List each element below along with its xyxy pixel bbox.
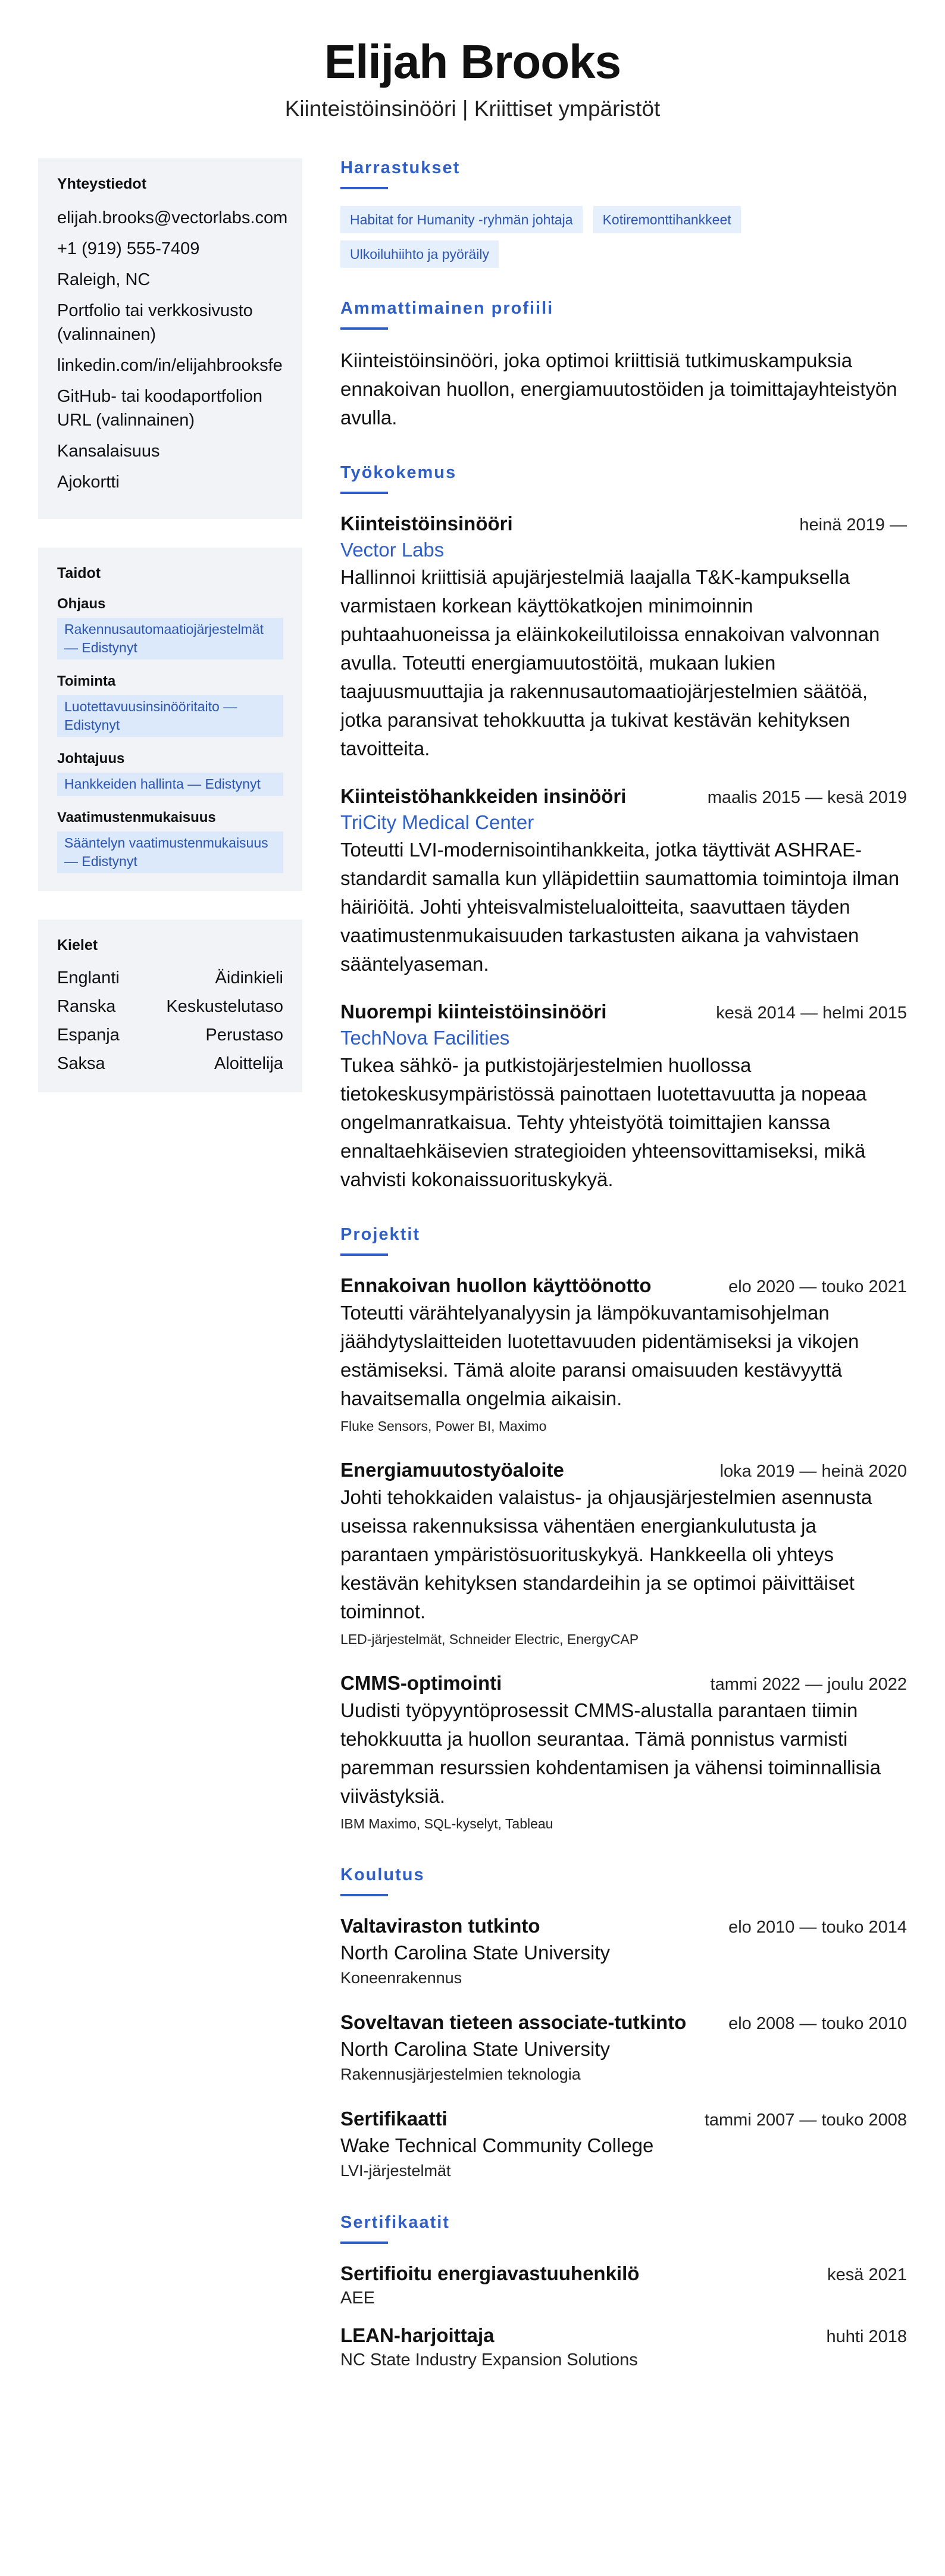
section-title: Ammattimainen profiili	[340, 299, 554, 318]
contact-panel	[38, 158, 302, 519]
language-level: Aloittelija	[214, 1054, 283, 1073]
contact-email[interactable]: elijah.brooks@vectorlabs.com	[57, 208, 288, 227]
project-title: Ennakoivan huollon käyttöönotto	[340, 1274, 652, 1296]
languages-title: Kielet	[57, 937, 98, 954]
certification-issuer: AEE	[340, 2289, 376, 2308]
job-date: maalis 2015 — kesä 2019	[707, 788, 907, 807]
certification-name: LEAN-harjoittaja	[340, 2324, 495, 2346]
language-row	[57, 1053, 283, 1074]
section-title: Harrastukset	[340, 158, 461, 177]
job-date: heinä 2019 —	[799, 515, 907, 534]
education-entry	[340, 2106, 907, 2182]
certification-issuer: NC State Industry Expansion Solutions	[340, 2350, 638, 2369]
profile-section	[340, 296, 907, 432]
language-name: Espanja	[57, 1026, 120, 1045]
contact-citizenship: Kansalaisuus	[57, 442, 160, 461]
degree-title: Soveltavan tieteen associate-tutkinto	[340, 2011, 687, 2033]
degree-date: elo 2010 — touko 2014	[728, 1918, 907, 1937]
certification-name: Sertifioitu energiavastuuhenkilö	[340, 2262, 640, 2284]
project-title: Energiamuutostyöaloite	[340, 1459, 564, 1481]
section-divider	[340, 327, 388, 330]
projects-section	[340, 1223, 907, 1834]
job-description: Hallinnoi kriittisiä apujärjestelmiä laajalla T&K-kampuksella varmistaen korkean käyttökatkojen minimoinnin puhtaahuoneissa ja eläinkokeilutiloissa ennakoivan valvonnan avulla. Toteutti energiamuutostöitä, mukaan lukien taajuusmuuttajia ja rakennusautomaatiojärjestelmien säätöä, jotka paransivat tehokkuutta ja tukivat kestävän kehityksen tavoitteita.	[340, 566, 880, 759]
certification-entry	[340, 2261, 907, 2309]
school-name: Wake Technical Community College	[340, 2134, 654, 2156]
hobby-tag: Ulkoiluhiihto ja pyöräily	[340, 240, 499, 268]
language-name: Saksa	[57, 1054, 105, 1073]
language-level: Perustaso	[205, 1026, 283, 1045]
contact-license: Ajokortti	[57, 473, 120, 492]
skill-category: Vaatimustenmukaisuus	[57, 809, 216, 826]
project-tools: IBM Maximo, SQL-kyselyt, Tableau	[340, 1816, 553, 1831]
school-name: North Carolina State University	[340, 2038, 611, 2060]
skill-badge: Sääntelyn vaatimustenmukaisuus — Edistynyt	[57, 831, 283, 873]
job-company: TriCity Medical Center	[340, 811, 534, 833]
section-title: Projektit	[340, 1225, 421, 1244]
language-name: Englanti	[57, 968, 120, 987]
job-title: Kiinteistöinsinööri	[340, 512, 513, 534]
study-field: Koneenrakennus	[340, 1969, 462, 1987]
section-title: Työkokemus	[340, 463, 457, 482]
language-level: Keskustelutaso	[166, 997, 283, 1016]
skill-category: Johtajuus	[57, 751, 125, 767]
job-title: Kiinteistöhankkeiden insinööri	[340, 785, 627, 807]
contact-github[interactable]: GitHub- tai koodaportfolion URL (valinnainen)	[57, 387, 262, 430]
project-date: tammi 2022 — joulu 2022	[710, 1675, 907, 1694]
resume-header	[0, 31, 945, 124]
skill-group	[57, 673, 283, 737]
language-level: Äidinkieli	[215, 968, 283, 987]
education-section	[340, 1863, 907, 2182]
degree-date: tammi 2007 — touko 2008	[704, 2111, 907, 2130]
school-name: North Carolina State University	[340, 1942, 611, 1964]
contact-location: Raleigh, NC	[57, 270, 151, 289]
project-tools: LED-järjestelmät, Schneider Electric, EnergyCAP	[340, 1631, 639, 1647]
section-divider	[340, 2242, 388, 2244]
hobby-list	[340, 206, 907, 268]
project-description: Toteutti värähtelyanalyysin ja lämpökuvantamisohjelman jäähdytyslaitteiden luotettavuuden pidentämiseksi ja vikojen estämiseksi. Tämä aloite paransi omaisuuden kestävyyttä havaitsemalla ongelmia aikaisin.	[340, 1302, 859, 1409]
project-description: Uudisti työpyyntöprosessit CMMS-alustalla parantaen tiimin tehokkuutta ja huollon seurantaa. Tämä ponnistus varmisti paremman resurssien kohdentamisen ja vähensi toiminnallisia viivästyksiä.	[340, 1699, 881, 1807]
education-entry	[340, 1913, 907, 1989]
skill-category: Ohjaus	[57, 596, 106, 612]
language-row	[57, 1024, 283, 1046]
job-date: kesä 2014 — helmi 2015	[716, 1003, 907, 1023]
project-title: CMMS-optimointi	[340, 1672, 502, 1694]
study-field: LVI-järjestelmät	[340, 2162, 451, 2180]
project-date: elo 2020 — touko 2021	[728, 1277, 907, 1296]
profile-text: Kiinteistöinsinööri, joka optimoi kriittisiä tutkimuskampuksia ennakoivan huollon, energiamuutostöiden ja toimittajayhteistyön avulla.	[340, 349, 897, 429]
experience-entry	[340, 783, 907, 978]
skill-group	[57, 809, 283, 873]
experience-section	[340, 461, 907, 1194]
contact-portfolio[interactable]: Portfolio tai verkkosivusto (valinnainen)	[57, 301, 253, 344]
project-tools: Fluke Sensors, Power BI, Maximo	[340, 1418, 547, 1434]
certifications-section	[340, 2211, 907, 2371]
job-company: TechNova Facilities	[340, 1027, 510, 1049]
hobbies-section	[340, 156, 907, 268]
job-company: Vector Labs	[340, 539, 445, 561]
experience-entry	[340, 511, 907, 763]
section-divider	[340, 1894, 388, 1896]
contact-linkedin[interactable]: linkedin.com/in/elijahbrooksfe	[57, 356, 283, 375]
section-title: Sertifikaatit	[340, 2213, 450, 2232]
skill-badge: Hankkeiden hallinta — Edistynyt	[57, 773, 283, 796]
project-date: loka 2019 — heinä 2020	[719, 1462, 907, 1481]
skills-title: Taidot	[57, 565, 101, 582]
language-name: Ranska	[57, 997, 116, 1016]
skill-category: Toiminta	[57, 673, 116, 689]
language-row	[57, 967, 283, 989]
languages-panel	[38, 920, 302, 1092]
project-entry	[340, 1457, 907, 1650]
candidate-subtitle: Kiinteistöinsinööri | Kriittiset ympäristöt	[284, 96, 661, 121]
section-divider	[340, 492, 388, 494]
hobby-tag: Kotiremonttihankkeet	[593, 206, 741, 233]
contact-phone[interactable]: +1 (919) 555-7409	[57, 239, 200, 258]
job-description: Tukea sähkö- ja putkistojärjestelmien huollossa tietokeskusympäristössä painottaen luotettavuutta ja nopeaa ongelmanratkaisua. Tehty yhteistyötä toimittajien kanssa ennaltaehkäisevien strategioiden yhteensovittamiseksi, mikä vahvisti kokonaissuorituskykyä.	[340, 1054, 867, 1190]
job-title: Nuorempi kiinteistöinsinööri	[340, 1001, 607, 1023]
skill-badge: Luotettavuusinsinööritaito — Edistynyt	[57, 695, 283, 737]
skills-panel	[38, 548, 302, 891]
project-entry	[340, 1670, 907, 1834]
certification-date: huhti 2018	[826, 2327, 907, 2346]
hobby-tag: Habitat for Humanity -ryhmän johtaja	[340, 206, 583, 233]
main-column	[340, 156, 907, 2400]
experience-entry	[340, 999, 907, 1194]
project-description: Johti tehokkaiden valaistus- ja ohjausjärjestelmien asennusta useissa rakennuksissa vähentäen energiankulutusta ja parantaen ympäristösuorituskykyä. Hankkeella oli yhteys kestävän kehityksen standardeihin ja se optimoi päivittäiset toiminnot.	[340, 1486, 872, 1622]
section-title: Koulutus	[340, 1865, 425, 1884]
certification-date: kesä 2021	[827, 2265, 907, 2284]
section-divider	[340, 1253, 388, 1256]
sidebar	[38, 158, 302, 1121]
language-row	[57, 996, 283, 1017]
degree-title: Sertifikaatti	[340, 2108, 448, 2130]
study-field: Rakennusjärjestelmien teknologia	[340, 2065, 581, 2083]
contact-title: Yhteystiedot	[57, 176, 147, 192]
section-divider	[340, 187, 388, 189]
project-entry	[340, 1273, 907, 1437]
education-entry	[340, 2009, 907, 2086]
certification-entry	[340, 2322, 907, 2371]
skill-badge: Rakennusautomaatiojärjestelmät — Edistynyt	[57, 618, 283, 659]
degree-title: Valtaviraston tutkinto	[340, 1915, 540, 1937]
job-description: Toteutti LVI-modernisointihankkeita, jotka täyttivät ASHRAE-standardit samalla kun ylläpidettiin saumattomia toimintoja ilman häiriöitä. Johti yhteisvalmistelualoitteita, saavuttaen täyden vaatimustenmukaisuuden tarkastusten aikana ja vahvistaen sääntelyaseman.	[340, 839, 900, 975]
skill-group	[57, 750, 283, 796]
skill-group	[57, 595, 283, 659]
candidate-name: Elijah Brooks	[324, 35, 621, 88]
degree-date: elo 2008 — touko 2010	[728, 2014, 907, 2033]
